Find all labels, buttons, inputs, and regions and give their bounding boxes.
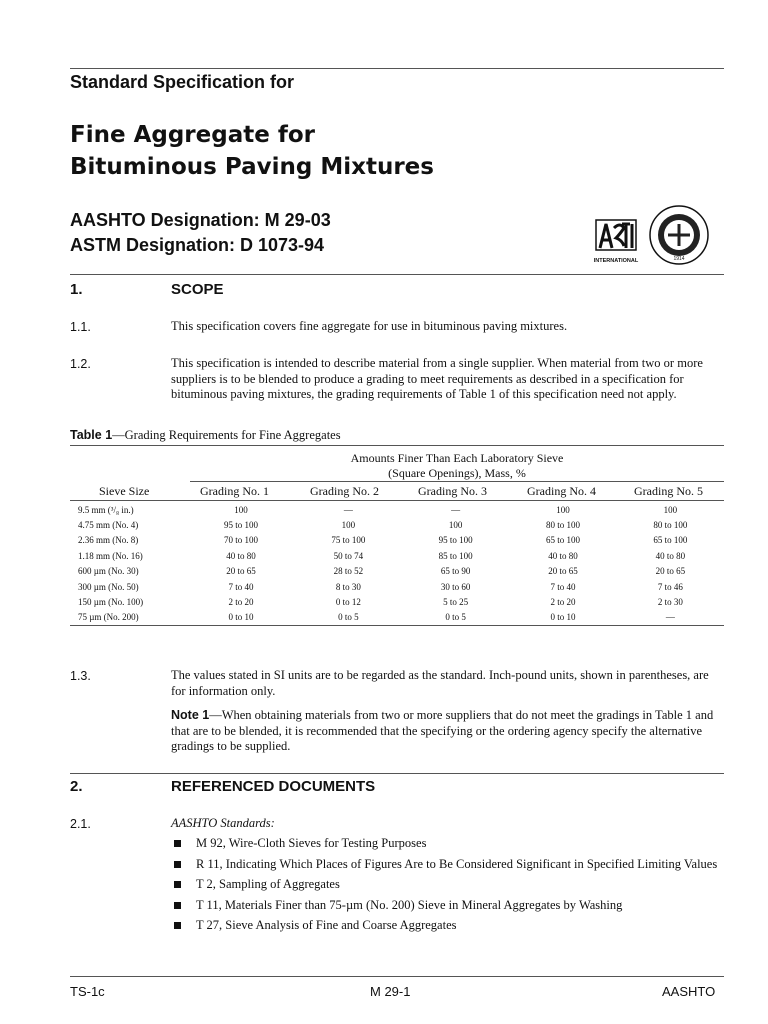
grading-value-cell: 20 to 65	[226, 566, 256, 577]
table1-header-rule	[70, 500, 724, 501]
table-row	[70, 594, 724, 609]
footer-left: TS-1c	[70, 984, 105, 999]
grading-value-cell: 65 to 100	[545, 535, 580, 546]
section1-rule	[70, 274, 724, 275]
table1-caption-text: —Grading Requirements for Fine Aggregates	[112, 428, 341, 442]
para-1-1-text: This specification covers fine aggregate for use in bituminous paving mixtures.	[171, 319, 568, 333]
grading-value-cell: 7 to 40	[228, 581, 254, 592]
grading-value-cell: 65 to 90	[440, 566, 471, 577]
grading-value-cell: 8 to 30	[335, 581, 361, 592]
para-2-1-number: 2.1.	[70, 817, 91, 831]
para-1-2-text: This specification is intended to describe material from a single supplier. When material from two or more suppliers is to be blended to produce a grading to meet requirements as described in a specification for bituminous paving mixtures, the grading requirements of Table 1 of this specification need not apply.	[171, 356, 703, 401]
table1-top-rule	[70, 445, 724, 446]
grading-value-cell: 40 to 80	[226, 550, 256, 561]
designations	[70, 208, 331, 258]
seal-year: 1914	[673, 256, 685, 262]
group-header-line2: (Square Openings), Mass, %	[388, 466, 526, 480]
group-header-line1: Amounts Finer Than Each Laboratory Sieve	[350, 451, 564, 465]
section1-number: 1.	[70, 281, 83, 298]
para-1-3-number: 1.3.	[70, 669, 91, 683]
list-item-text: T 2, Sampling of Aggregates	[196, 877, 340, 891]
table-row	[70, 517, 724, 532]
table-row	[70, 579, 724, 594]
grading-value-cell: 0 to 10	[228, 612, 254, 623]
title-line-1: Fine Aggregate for	[70, 122, 315, 148]
grading-value-cell: —	[665, 612, 675, 623]
grading-value-cell: 20 to 65	[548, 566, 578, 577]
grading-value-cell: 40 to 80	[655, 550, 686, 561]
grading-value-cell: 70 to 100	[223, 535, 258, 546]
col-header-grading-3: Grading No. 3	[418, 484, 487, 498]
sieve-size-cell: 600 µm (No. 30)	[78, 566, 139, 577]
list-item-text: T 11, Materials Finer than 75-µm (No. 200) Sieve in Mineral Aggregates by Washing	[196, 897, 623, 912]
table1-caption	[70, 428, 341, 443]
note-1	[171, 708, 726, 755]
title-line-2: Bituminous Paving Mixtures	[70, 154, 434, 180]
aashto-standards-subhead: AASHTO Standards:	[171, 816, 275, 830]
table-row	[70, 533, 724, 548]
grading-value-cell: 20 to 65	[655, 566, 686, 577]
aashto-seal-logo	[648, 204, 710, 266]
footer-center: M 29-1	[370, 984, 411, 999]
grading-value-cell: 0 to 5	[445, 612, 466, 623]
grading-value-cell: 75 to 100	[331, 535, 366, 546]
table1-label: Table 1	[70, 428, 113, 442]
list-item	[171, 836, 726, 852]
bullet-square-icon	[174, 922, 181, 929]
sieve-size-cell: 9.5 mm (³/₈ in.)	[78, 504, 134, 515]
table-row	[70, 502, 724, 517]
grading-value-cell: 2 to 30	[657, 597, 683, 608]
sieve-size-cell: 150 µm (No. 100)	[78, 597, 144, 608]
list-item-text: R 11, Indicating Which Places of Figures Are to Be Considered Significant in Specified Limiting Values	[196, 856, 718, 871]
footer-rule	[70, 976, 724, 977]
referenced-documents-list	[171, 836, 726, 939]
list-item-text: T 27, Sieve Analysis of Fine and Coarse Aggregates	[196, 918, 457, 932]
table-row	[70, 564, 724, 579]
list-item	[171, 877, 726, 893]
grading-value-cell: 2 to 20	[550, 597, 576, 608]
note-1-label: Note 1	[171, 708, 210, 722]
grading-value-cell: 30 to 60	[440, 581, 471, 592]
grading-value-cell: 80 to 100	[545, 520, 580, 531]
grading-value-cell: 0 to 12	[335, 597, 361, 608]
grading-value-cell: 65 to 100	[653, 535, 688, 546]
sieve-size-cell: 1.18 mm (No. 16)	[78, 550, 143, 561]
bullet-square-icon	[174, 861, 181, 868]
grading-value-cell: 100	[448, 520, 463, 531]
grading-value-cell: 80 to 100	[653, 520, 688, 531]
sieve-size-cell: 2.36 mm (No. 8)	[78, 535, 139, 546]
logo-caption: INTERNATIONAL	[593, 258, 639, 264]
list-item-text: M 92, Wire-Cloth Sieves for Testing Purposes	[196, 836, 427, 850]
section2-rule	[70, 773, 724, 774]
astm-international-logo	[590, 210, 642, 266]
document-title	[70, 119, 434, 183]
spec-for-heading: Standard Specification for	[70, 72, 295, 92]
grading-value-cell: 0 to 5	[338, 612, 359, 623]
grading-value-cell: 2 to 20	[228, 597, 254, 608]
grading-value-cell: 7 to 46	[657, 581, 683, 592]
table1-group-header	[190, 451, 724, 481]
col-header-sieve: Sieve Size	[99, 484, 150, 498]
para-1-3-text: The values stated in SI units are to be regarded as the standard. Inch-pound units, shown in parentheses, are for information only.	[171, 668, 709, 698]
grading-value-cell: 95 to 100	[438, 535, 473, 546]
col-header-grading-1: Grading No. 1	[200, 484, 269, 498]
grading-value-cell: 100	[556, 504, 570, 515]
para-1-2-number: 1.2.	[70, 357, 91, 371]
top-rule	[70, 68, 724, 69]
grading-value-cell: 85 to 100	[438, 550, 473, 561]
list-item	[171, 898, 726, 914]
para-1-1-number: 1.1.	[70, 320, 91, 334]
grading-value-cell: 7 to 40	[550, 581, 576, 592]
list-item	[171, 918, 726, 934]
col-header-grading-4: Grading No. 4	[527, 484, 596, 498]
grading-value-cell: 100	[341, 520, 356, 531]
grading-table	[70, 502, 724, 625]
sieve-size-cell: 4.75 mm (No. 4)	[78, 520, 139, 531]
section2-title: REFERENCED DOCUMENTS	[171, 778, 376, 795]
sieve-size-cell: 75 µm (No. 200)	[78, 612, 139, 623]
aashto-designation: AASHTO Designation: M 29-03	[70, 210, 331, 230]
grading-value-cell: 100	[663, 504, 678, 515]
grading-value-cell: 0 to 10	[550, 612, 576, 623]
grading-value-cell: 95 to 100	[223, 520, 258, 531]
grading-value-cell: —	[451, 504, 461, 515]
group-header-rule	[190, 481, 724, 482]
table-row	[70, 548, 724, 563]
footer-right: AASHTO	[662, 984, 716, 999]
grading-value-cell: 100	[234, 504, 248, 515]
bullet-square-icon	[174, 902, 181, 909]
table-row	[70, 610, 724, 625]
note-1-text: —When obtaining materials from two or more suppliers that do not meet the gradings in Table 1 and that are to be blended, it is recommended that the specifying or the ordering agency specify the alternative gradings to be supplied.	[171, 708, 714, 753]
grading-value-cell: 40 to 80	[548, 550, 578, 561]
section2-number: 2.	[70, 778, 83, 795]
grading-value-cell: 5 to 25	[443, 597, 469, 608]
sieve-size-cell: 300 µm (No. 50)	[78, 581, 139, 592]
list-item	[171, 857, 726, 873]
col-header-grading-5: Grading No. 5	[634, 484, 703, 498]
grading-value-cell: 50 to 74	[333, 550, 364, 561]
grading-value-cell: —	[343, 504, 353, 515]
col-header-grading-2: Grading No. 2	[310, 484, 379, 498]
bullet-square-icon	[174, 840, 181, 847]
astm-designation: ASTM Designation: D 1073-94	[70, 235, 325, 255]
table1-bottom-rule	[70, 625, 724, 626]
bullet-square-icon	[174, 881, 181, 888]
section1-title: SCOPE	[171, 281, 224, 298]
grading-value-cell: 28 to 52	[333, 566, 364, 577]
